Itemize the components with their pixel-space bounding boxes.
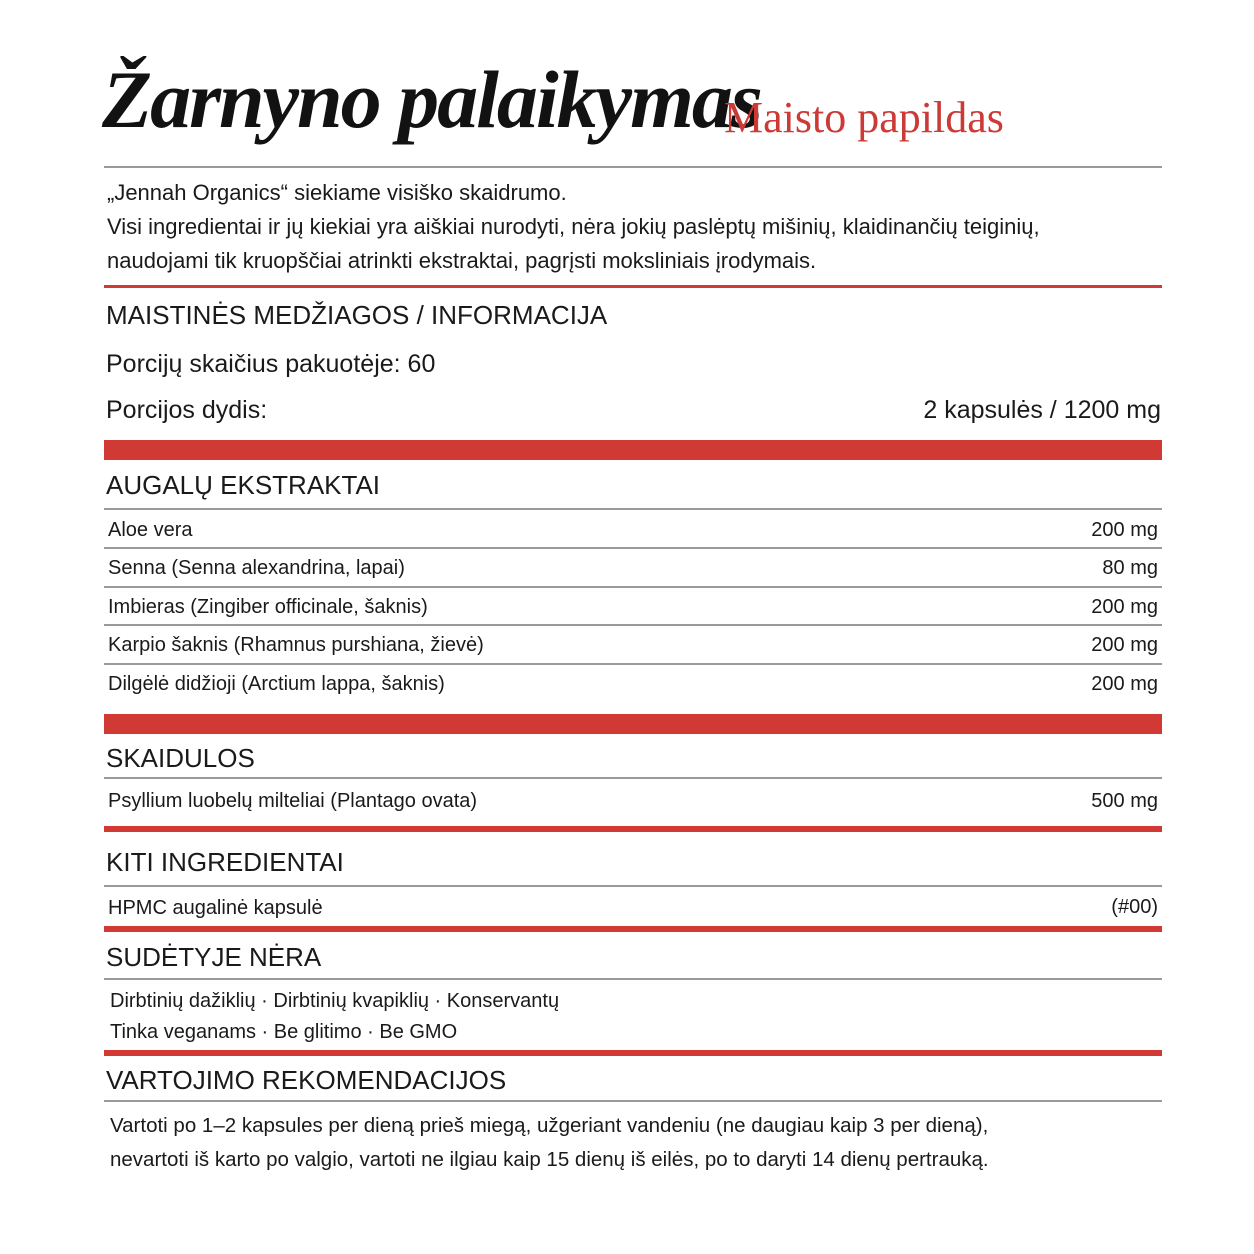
- ingredient-amount: (#00): [1111, 896, 1158, 918]
- ingredient-name: Psyllium luobelų milteliai (Plantago ovata): [108, 790, 478, 812]
- ingredient-name: Imbieras (Zingiber officinale, šaknis): [108, 596, 428, 618]
- ingredient-name: HPMC augalinė kapsulė: [108, 897, 323, 919]
- usage-line: nevartoti iš karto po valgio, vartoti ne ilgiau kaip 15 dienų iš eilės, po to daryti 14 dienų pertrauką.: [110, 1148, 989, 1171]
- section-band: [104, 714, 1162, 734]
- row-divider: [104, 586, 1162, 588]
- product-subtitle: Maisto papildas: [724, 93, 1004, 142]
- section-band: [104, 926, 1162, 932]
- section-band: [104, 440, 1162, 460]
- ingredient-name: Senna (Senna alexandrina, lapai): [108, 557, 405, 579]
- ingredient-name: Karpio šaknis (Rhamnus purshiana, žievė): [108, 634, 484, 656]
- ingredient-amount: 200 mg: [1091, 673, 1158, 695]
- section-heading-plant-extracts: AUGALŲ EKSTRAKTAI: [106, 470, 381, 500]
- section-heading-other: KITI INGREDIENTAI: [106, 847, 344, 877]
- ingredient-amount: 500 mg: [1091, 790, 1158, 812]
- section-heading-nutrition: MAISTINĖS MEDŽIAGOS / INFORMACIJA: [106, 300, 608, 330]
- row-divider: [104, 663, 1162, 665]
- section-heading-usage: VARTOJIMO REKOMENDACIJOS: [106, 1065, 507, 1095]
- intro-line: naudojami tik kruopščiai atrinkti ekstraktai, pagrįsti moksliniais įrodymais.: [107, 248, 817, 273]
- section-band: [104, 1050, 1162, 1056]
- ingredient-name: Aloe vera: [108, 519, 193, 541]
- intro-line: „Jennah Organics“ siekiame visiško skaidrumo.: [107, 180, 567, 205]
- ingredient-name: Dilgėlė didžioji (Arctium lappa, šaknis): [108, 673, 445, 695]
- divider: [104, 978, 1162, 980]
- serving-size-value: 2 kapsulės / 1200 mg: [923, 396, 1161, 424]
- divider: [104, 166, 1162, 168]
- ingredient-amount: 200 mg: [1091, 634, 1158, 656]
- servings-per-pack: Porcijų skaičius pakuotėje: 60: [106, 350, 436, 378]
- free-from-line: Dirbtinių dažiklių · Dirbtinių kvapiklių · Konservantų: [110, 990, 560, 1012]
- divider: [104, 285, 1162, 288]
- section-band: [104, 826, 1162, 832]
- ingredient-amount: 80 mg: [1102, 557, 1158, 579]
- product-title: Žarnyno palaikymas: [102, 54, 761, 145]
- section-heading-fiber: SKAIDULOS: [106, 743, 255, 773]
- row-divider: [104, 624, 1162, 626]
- ingredient-amount: 200 mg: [1091, 519, 1158, 541]
- divider: [104, 508, 1162, 510]
- intro-line: Visi ingredientai ir jų kiekiai yra aiškiai nurodyti, nėra jokių paslėptų mišinių, klaidinančių teiginių,: [107, 214, 1040, 239]
- usage-line: Vartoti po 1–2 kapsules per dieną prieš miegą, užgeriant vandeniu (ne daugiau kaip 3 per dieną),: [110, 1114, 989, 1137]
- row-divider: [104, 547, 1162, 549]
- divider: [104, 777, 1162, 779]
- ingredient-amount: 200 mg: [1091, 596, 1158, 618]
- divider: [104, 1100, 1162, 1102]
- free-from-line: Tinka veganams · Be glitimo · Be GMO: [110, 1021, 458, 1043]
- section-heading-free-from: SUDĖTYJE NĖRA: [106, 942, 322, 972]
- divider: [104, 885, 1162, 887]
- serving-size-label: Porcijos dydis:: [106, 396, 268, 424]
